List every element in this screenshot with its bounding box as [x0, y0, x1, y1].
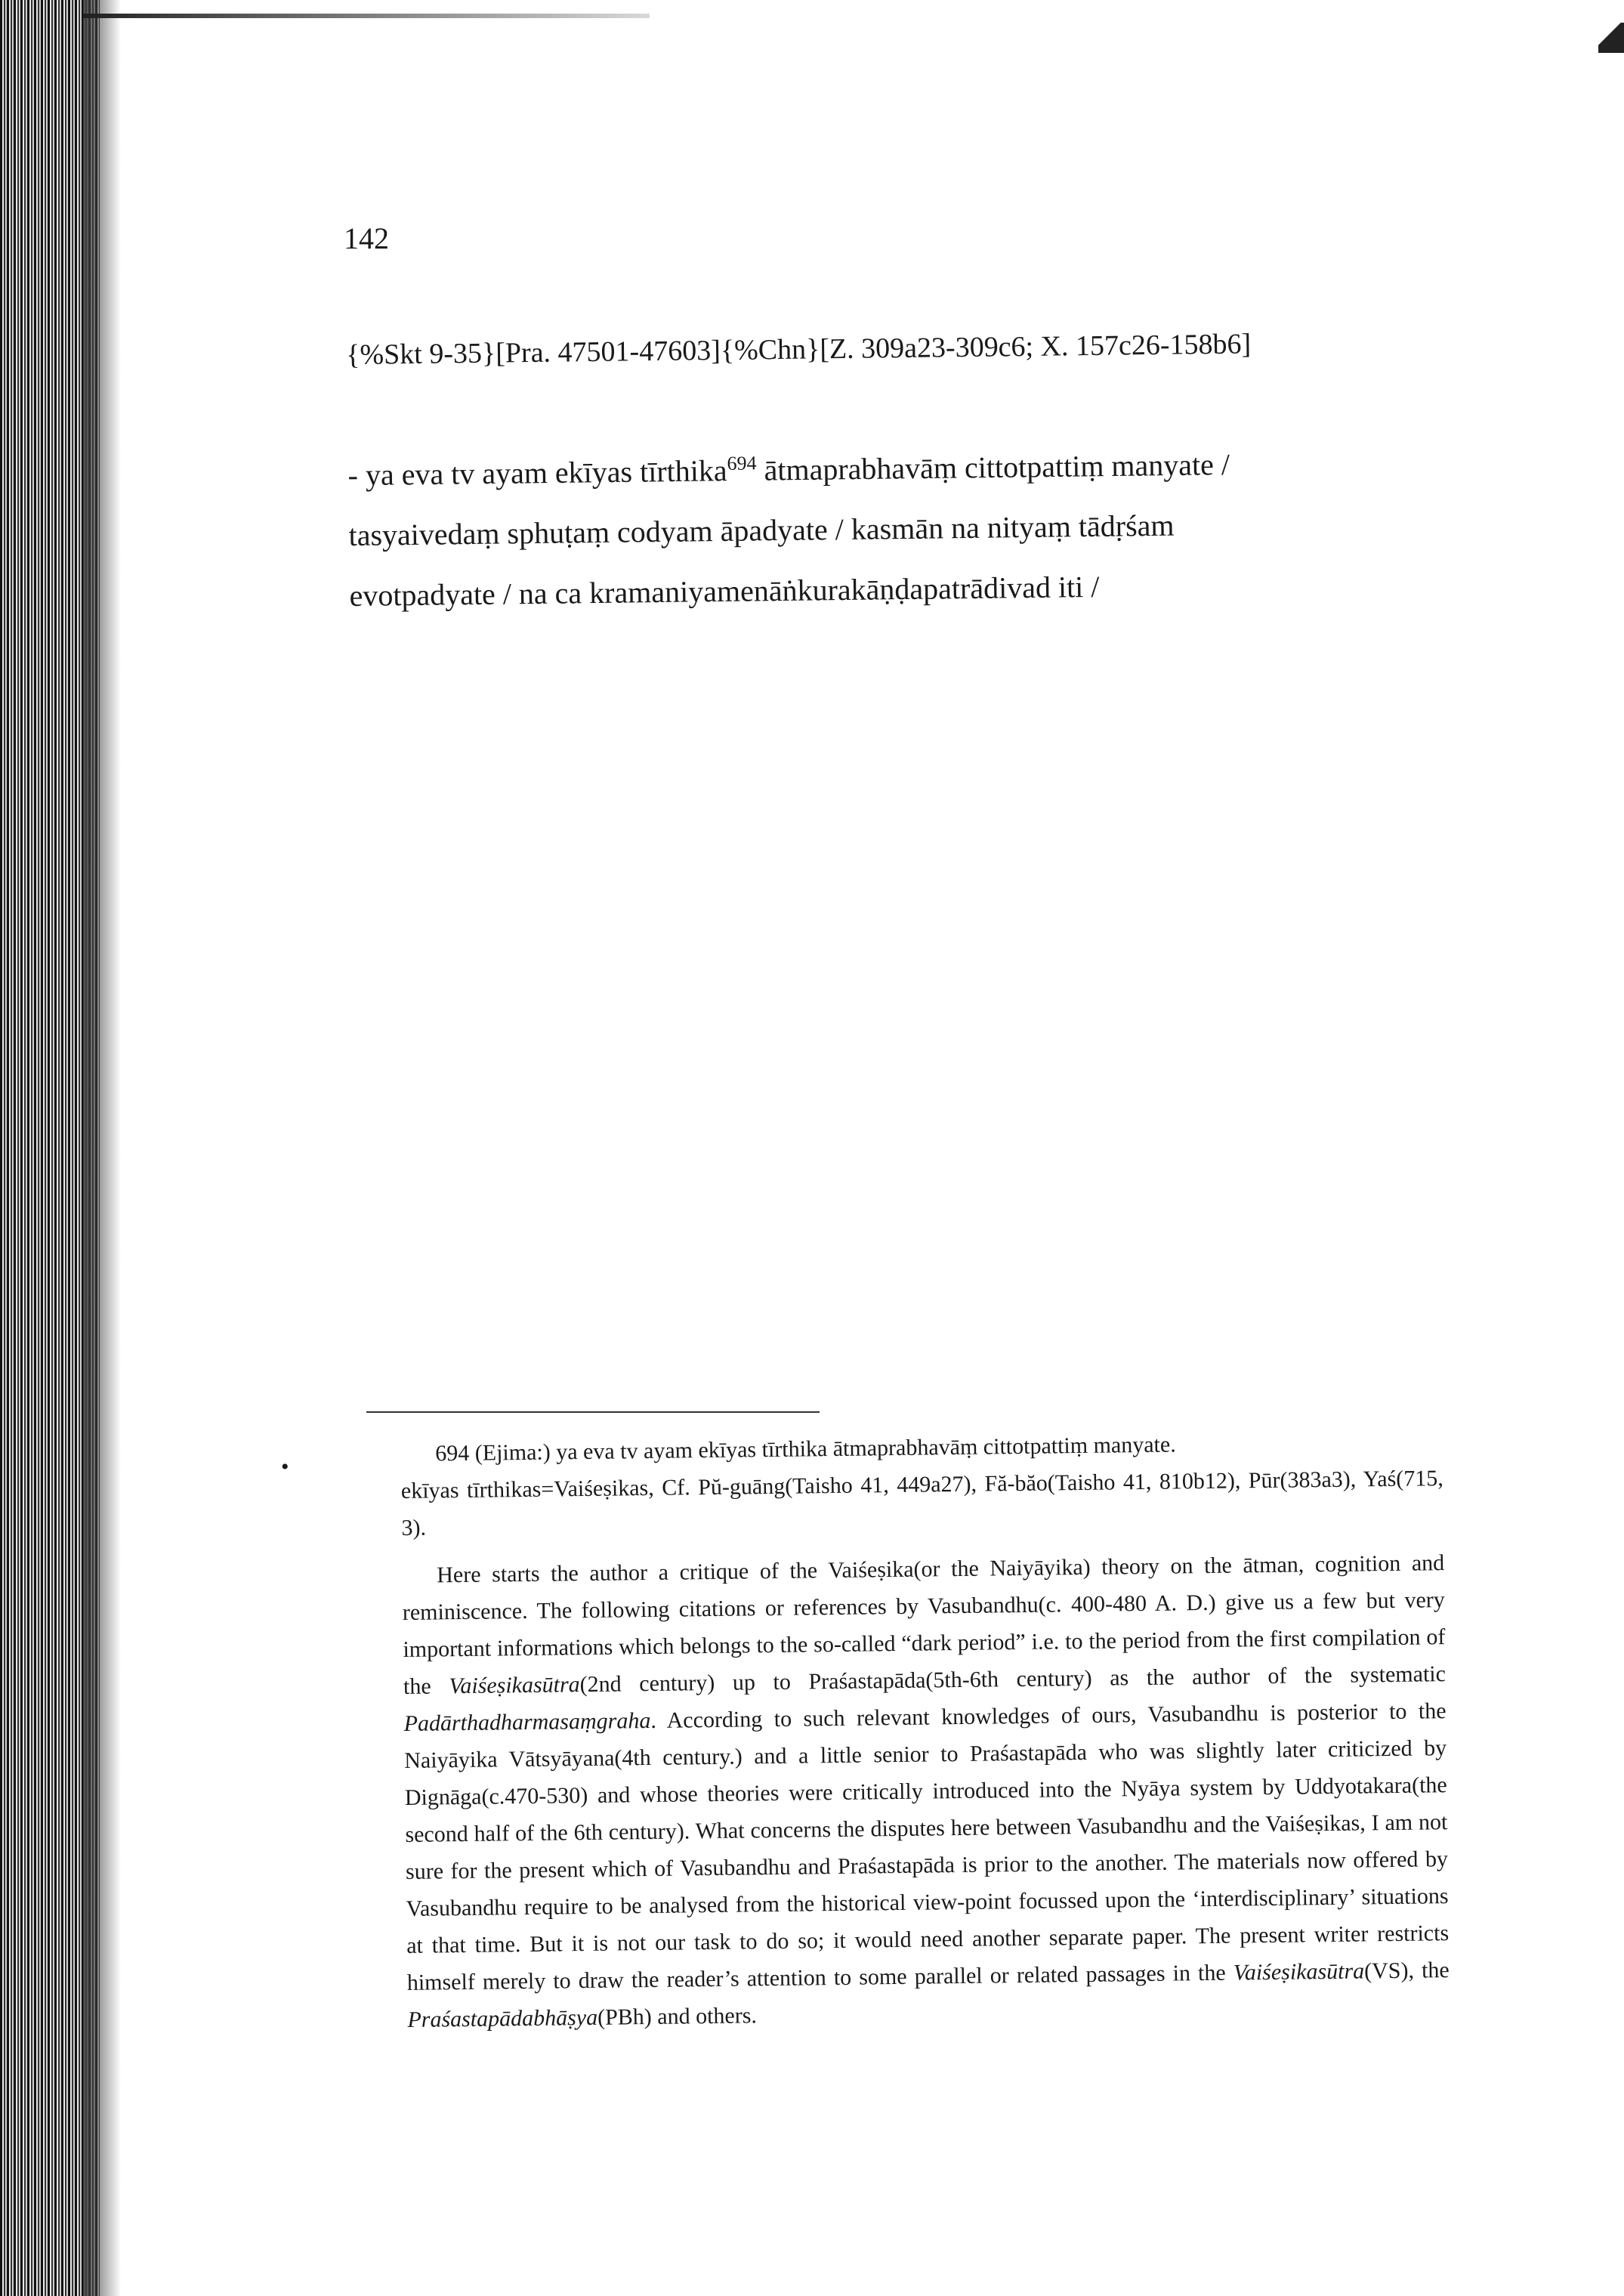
footnote-694-sources: ekīyas tīrthikas=Vaiśeṣikas, Cf. Pŭ-guāng(Taisho 41, 449a27), Fă-băo(Taisho 41, 810b12), Pūr(383a3), Yaś(715, 3).	[400, 1466, 1443, 1540]
reference-line: {%Skt 9-35}[Pra. 47501-47603]{%Chn}[Z. 309a23-309c6; X. 157c26-158b6]	[346, 328, 1252, 371]
footnote-reference: 694	[727, 452, 757, 474]
footnote-separator	[366, 1411, 820, 1413]
title-padarthadharmasamgraha: Padārthadharmasaṃgraha	[403, 1707, 651, 1736]
main-text-line-1-start: - ya eva tv ayam ekīyas tīrthika	[347, 453, 727, 493]
binding-shadow	[83, 0, 121, 2296]
page-top-edge	[83, 14, 650, 18]
page-number: 142	[344, 221, 389, 255]
footnote-paragraph-part-5: (PBh) and others.	[597, 2003, 758, 2030]
title-vaisesikasutra-2: Vaiśeṣikasūtra	[1233, 1958, 1365, 1985]
page-corner-fold	[1598, 23, 1624, 53]
main-text-line-3: evotpadyate / na ca kramaniyamenāṅkurakāṇḍapatrādivad iti /	[349, 570, 1100, 613]
footnote-paragraph-part-4: (VS), the	[1363, 1958, 1450, 1984]
title-prasastapadabhasya: Praśastapādabhāṣya	[407, 2004, 598, 2032]
footnote-block	[400, 1423, 1450, 2038]
footnote-paragraph-part-1: Here starts the author a critique of the Vaiśeṣika(or the Naiyāyika) theory on the ātman, cognition and reminiscence. The following citations or references by Vasubandhu(c. 400-480 A. D.) give us a few but very important informations which belongs to the so-called “dark period” i.e. to the period from the first compilation of the	[402, 1550, 1446, 1699]
title-vaisesikasutra: Vaiśeṣikasūtra	[449, 1672, 580, 1699]
main-text-line-2: tasyaivedaṃ sphuṭaṃ codyam āpadyate / kasmān na nityaṃ tādṛśam	[348, 508, 1175, 553]
main-sanskrit-text	[347, 425, 1468, 626]
stray-mark: •	[281, 1454, 289, 1479]
footnote-paragraph-part-2: (2nd century) up to Praśastapāda(5th-6th century) as the author of the systematic	[579, 1661, 1446, 1698]
footnote-694-paragraph	[402, 1544, 1450, 2038]
footnote-paragraph-part-3: . According to such relevant knowledges of ours, Vasubandhu is posterior to the Naiyāyika Vātsyāyana(4th century.) and a little senior to Praśastapāda who was slightly later criticized by Dignāga(c.470-530) and whose theories were critically introduced into the Nyāya system by Uddyotakara(the second half of the 6th century). What concerns the disputes here between Vasubandhu and the Vaiśeṣikas, I am not sure for the present which of Vasubandhu and Praśastapāda is prior to the another. The materials now offered by Vasubandhu require to be analysed from the historical view-point focussed upon the ‘interdisciplinary’ situations at that time. But it is not our task to do so; it would need another separate paper. The present writer restricts himself merely to draw the reader’s attention to some parallel or related passages in the	[404, 1698, 1450, 1995]
footnote-694-heading: 694 (Ejima:) ya eva tv ayam ekīyas tīrthika ātmaprabhavāṃ cittotpattiṃ manyate.	[435, 1432, 1176, 1466]
main-text-line-1-end: ātmaprabhavāṃ cittotpattiṃ manyate /	[756, 447, 1230, 487]
